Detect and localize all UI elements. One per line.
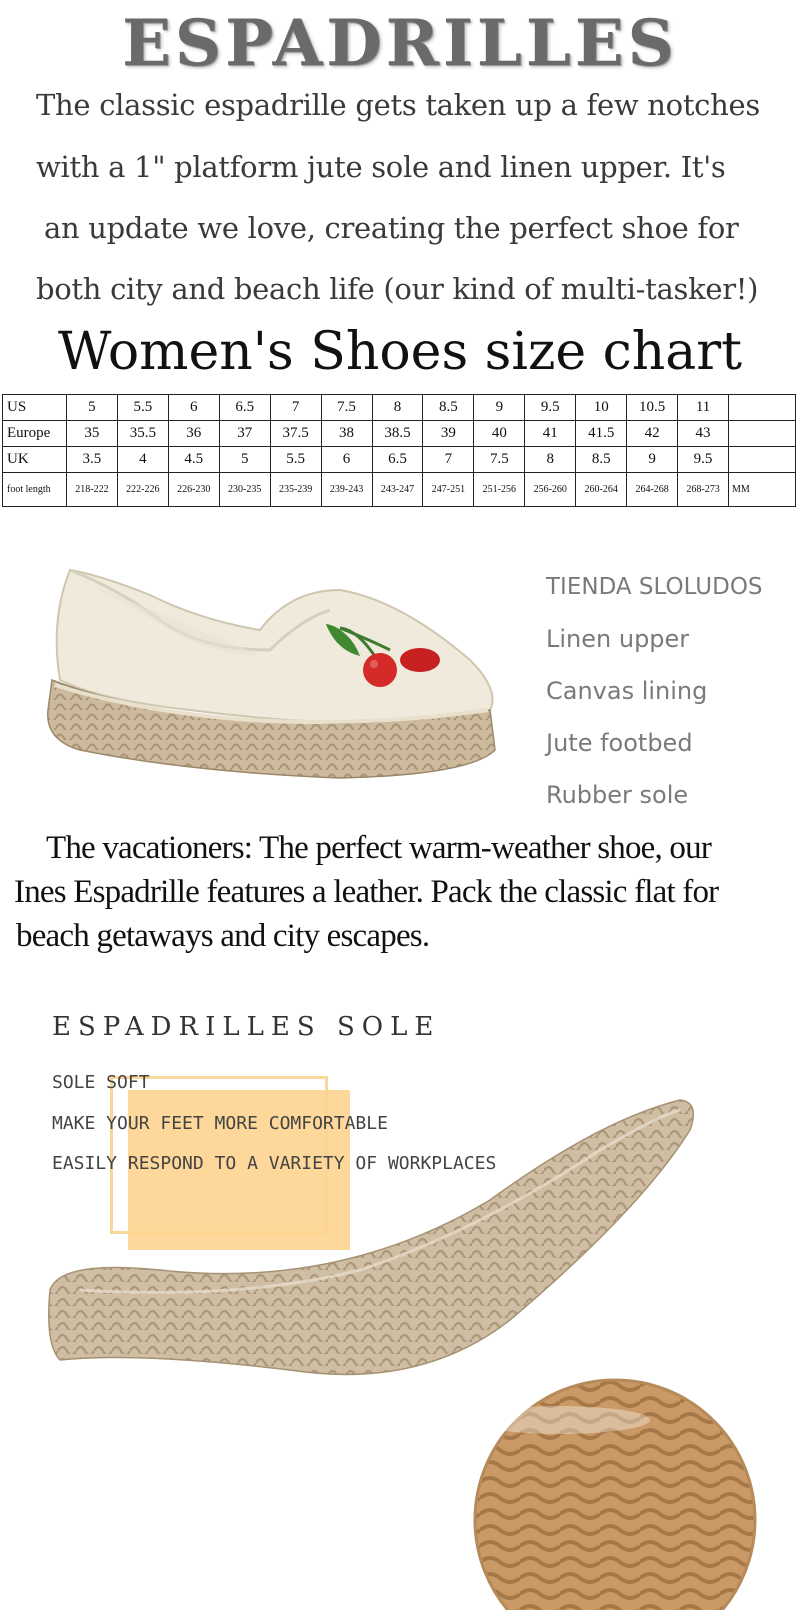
- size-cell: 8: [372, 395, 423, 421]
- size-cell: 43: [678, 421, 729, 447]
- size-cell: 38.5: [372, 421, 423, 447]
- size-cell: 226-230: [168, 473, 219, 507]
- size-cell: 11: [678, 395, 729, 421]
- intro-line: both city and beach life (our kind of multi-tasker!): [36, 272, 759, 306]
- size-row-label: UK: [3, 447, 67, 473]
- size-cell: 7: [270, 395, 321, 421]
- size-row-label: US: [3, 395, 67, 421]
- size-cell: 5.5: [117, 395, 168, 421]
- size-cell: 8.5: [576, 447, 627, 473]
- size-cell: 41.5: [576, 421, 627, 447]
- size-row: [3, 421, 796, 447]
- size-cell: 239-243: [321, 473, 372, 507]
- espadrille-shoe-image: [40, 560, 500, 800]
- size-cell: 5: [66, 395, 117, 421]
- size-cell: 10.5: [627, 395, 678, 421]
- description-line: beach getaways and city escapes.: [16, 918, 430, 954]
- size-chart-title: Women's Shoes size chart: [57, 322, 743, 382]
- size-cell: 6: [321, 447, 372, 473]
- intro-line: The classic espadrille gets taken up a few notches: [36, 88, 760, 122]
- feature-list: [546, 567, 763, 827]
- size-cell: 41: [525, 421, 576, 447]
- size-cell: 7.5: [474, 447, 525, 473]
- size-cell: 235-239: [270, 473, 321, 507]
- size-cell: 6.5: [372, 447, 423, 473]
- size-cell: 38: [321, 421, 372, 447]
- intro-line: an update we love, creating the perfect shoe for: [44, 211, 739, 245]
- size-cell: 37: [219, 421, 270, 447]
- size-cell: 218-222: [66, 473, 117, 507]
- sole-feature: SOLE SOFT: [52, 1072, 150, 1093]
- size-cell: MM: [729, 473, 796, 507]
- brand-name: TIENDA SLOLUDOS: [546, 574, 763, 600]
- size-row-label: foot length: [3, 473, 67, 507]
- size-cell: 9: [627, 447, 678, 473]
- size-row: [3, 447, 796, 473]
- sole-tread-detail: [470, 1380, 755, 1610]
- size-cell: 251-256: [474, 473, 525, 507]
- size-cell: 35.5: [117, 421, 168, 447]
- size-cell: 35: [66, 421, 117, 447]
- size-cell: 268-273: [678, 473, 729, 507]
- description-line: The vacationers: The perfect warm-weather shoe, our: [46, 830, 712, 866]
- size-cell: 9.5: [525, 395, 576, 421]
- page-title: ESPADRILLES: [122, 6, 678, 81]
- size-cell: 4.5: [168, 447, 219, 473]
- size-cell: 230-235: [219, 473, 270, 507]
- size-cell: 8.5: [423, 395, 474, 421]
- size-cell: 5.5: [270, 447, 321, 473]
- size-cell: 9.5: [678, 447, 729, 473]
- size-cell: 10: [576, 395, 627, 421]
- intro-line: with a 1" platform jute sole and linen upper. It's: [36, 150, 726, 184]
- feature-item: Jute footbed: [546, 729, 693, 757]
- size-cell: 247-251: [423, 473, 474, 507]
- sole-section-title: ESPADRILLES SOLE: [52, 1012, 441, 1042]
- size-cell: 37.5: [270, 421, 321, 447]
- size-cell: 264-268: [627, 473, 678, 507]
- size-cell: 8: [525, 447, 576, 473]
- feature-item: Linen upper: [546, 625, 690, 653]
- size-cell: 36: [168, 421, 219, 447]
- sole-feature: EASILY RESPOND TO A VARIETY OF WORKPLACES: [52, 1153, 497, 1174]
- feature-item: Canvas lining: [546, 677, 708, 705]
- size-cell: 222-226: [117, 473, 168, 507]
- size-cell: 260-264: [576, 473, 627, 507]
- size-cell: 9: [474, 395, 525, 421]
- size-cell: 4: [117, 447, 168, 473]
- size-chart-table: [2, 394, 796, 507]
- size-cell: 3.5: [66, 447, 117, 473]
- size-cell: 6: [168, 395, 219, 421]
- size-cell: 243-247: [372, 473, 423, 507]
- size-cell: 7: [423, 447, 474, 473]
- feature-item: Rubber sole: [546, 781, 689, 809]
- size-row: [3, 473, 796, 507]
- size-cell: 5: [219, 447, 270, 473]
- description-line: Ines Espadrille features a leather. Pack the classic flat for: [14, 874, 719, 910]
- size-cell: 6.5: [219, 395, 270, 421]
- size-cell: 40: [474, 421, 525, 447]
- size-row: [3, 395, 796, 421]
- size-cell: 39: [423, 421, 474, 447]
- size-cell: [729, 447, 796, 473]
- size-row-label: Europe: [3, 421, 67, 447]
- size-cell: 7.5: [321, 395, 372, 421]
- size-cell: 42: [627, 421, 678, 447]
- size-cell: 256-260: [525, 473, 576, 507]
- sole-feature: MAKE YOUR FEET MORE COMFORTABLE: [52, 1113, 388, 1134]
- size-cell: [729, 421, 796, 447]
- size-cell: [729, 395, 796, 421]
